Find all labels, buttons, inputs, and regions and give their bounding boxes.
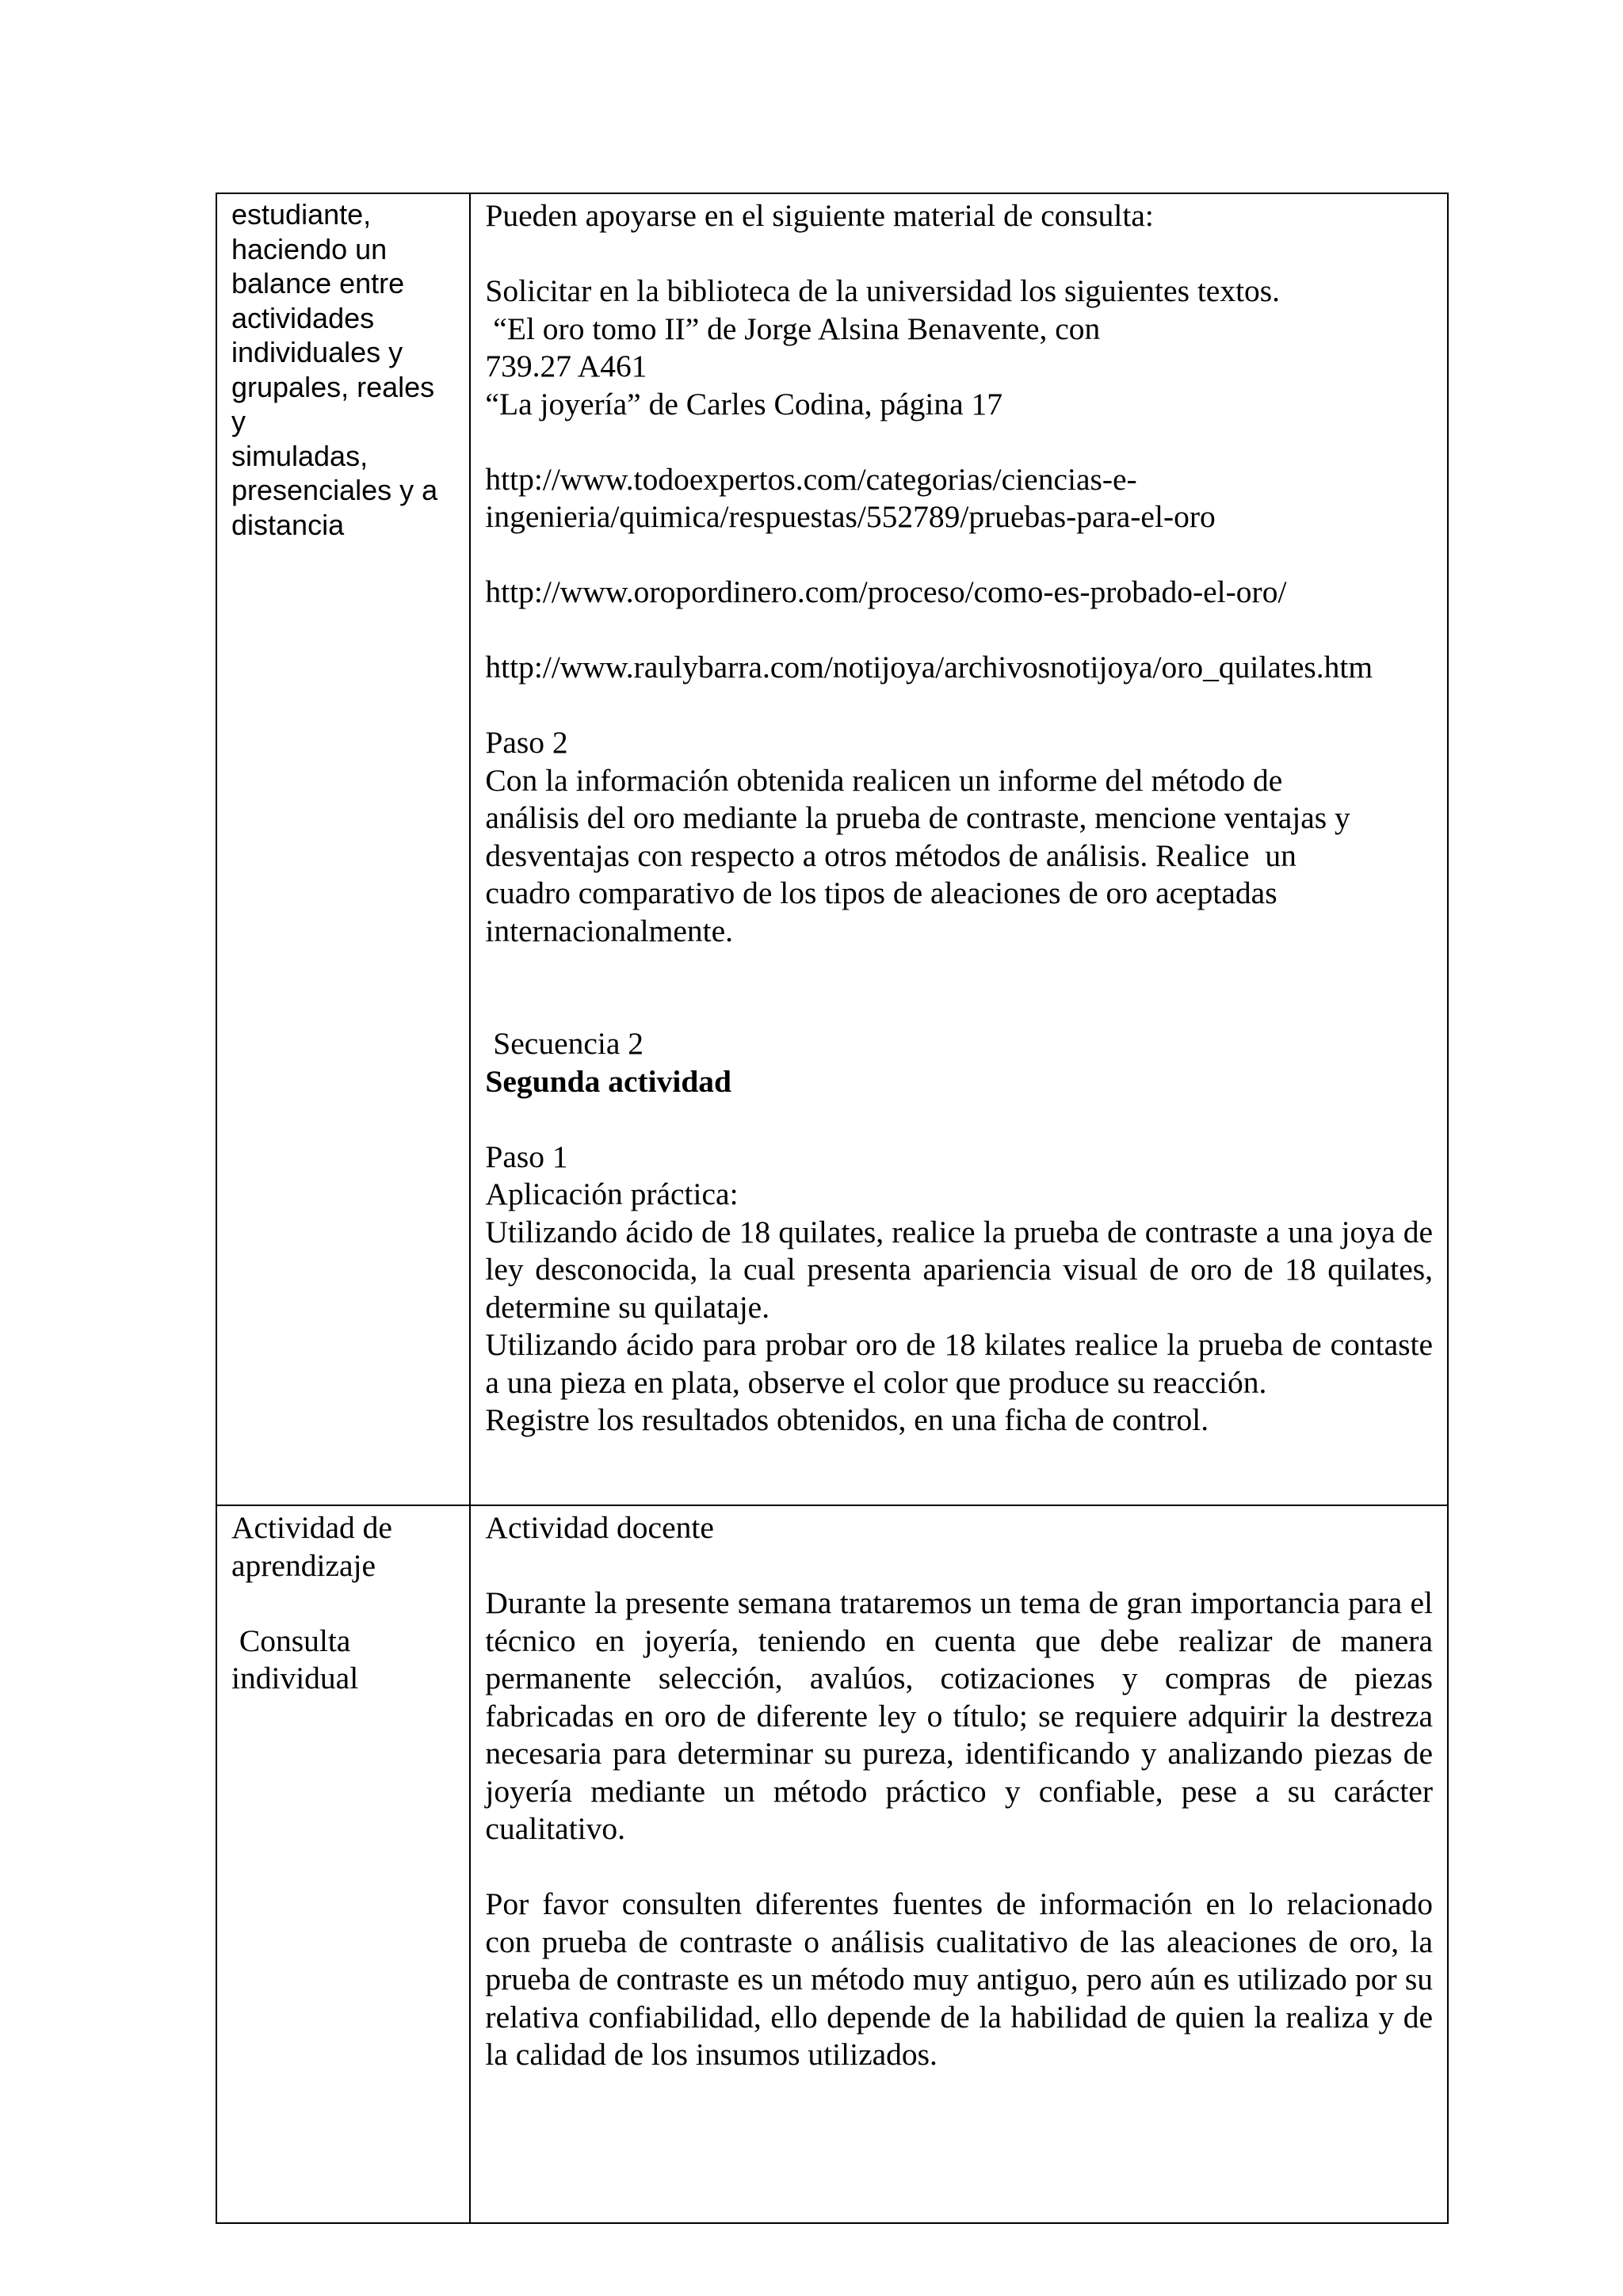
- table-row: [216, 1505, 1448, 2223]
- segunda-actividad-heading: Segunda actividad: [485, 1063, 732, 1099]
- actividad-docente-title: Actividad docente: [485, 1510, 714, 1545]
- link-todoexpertos-cont[interactable]: ingenieria/quimica/respuestas/552789/pruebas-para-el-oro: [485, 499, 1216, 534]
- body-paragraph: Durante la presente semana trataremos un tema de gran importancia para el técnico en joyería, teniendo en cuenta que debe realizar de manera permanente selección, avalúos, cotizaciones y compras de piezas fabricadas en oro de diferente ley o título; se requiere adquirir la destreza necesaria para determinar su pureza, identificando y analizando piezas de joyería mediante un método práctico y confiable, pese a su carácter cualitativo.: [485, 1585, 1433, 1846]
- library-line: 739.27 A461: [485, 349, 647, 383]
- left-cell-text: estudiante, haciendo un balance entre actividades individuales y grupales, reales y simuladas, presenciales y a distancia: [231, 198, 443, 541]
- aplicacion-label: Aplicación práctica:: [485, 1177, 739, 1211]
- paso2-line: desventajas con respecto a otros métodos de análisis. Realice un: [485, 837, 1296, 873]
- secuencia-heading: Secuencia 2: [485, 1026, 644, 1061]
- right-cell-text: [485, 197, 1433, 1440]
- paso2-line: análisis del oro mediante la prueba de contraste, mencione ventajas y: [485, 800, 1350, 835]
- paso1-title: Paso 1: [485, 1138, 568, 1174]
- right-cell: [470, 193, 1448, 1505]
- instruction-paragraph: Registre los resultados obtenidos, en una ficha de control.: [485, 1402, 1209, 1437]
- link-oropordinero[interactable]: http://www.oropordinero.com/proceso/como-es-probado-el-oro/: [485, 574, 1287, 609]
- paso2-title: Paso 2: [485, 725, 568, 760]
- activity-table: [216, 193, 1449, 2224]
- link-raulybarra[interactable]: http://www.raulybarra.com/notijoya/archivosnotijoya/oro_quilates.htm: [485, 650, 1373, 685]
- library-line: “El oro tomo II” de Jorge Alsina Benavente, con: [485, 311, 1101, 346]
- instruction-paragraph: Utilizando ácido para probar oro de 18 kilates realice la prueba de contaste a una pieza en plata, observe el color que produce su reacción.: [485, 1327, 1433, 1400]
- body-paragraph: Por favor consulten diferentes fuentes de información en lo relacionado con prueba de contraste o análisis cualitativo de las aleaciones de oro, la prueba de contraste es un método muy antiguo, pero aún es utilizado por su relativa confiabilidad, ello depende de la habilidad de quien la realiza y de la calidad de los insumos utilizados.: [485, 1886, 1433, 2072]
- instruction-paragraph: Utilizando ácido de 18 quilates, realice la prueba de contraste a una joya de ley desconocida, la cual presenta apariencia visual de oro de 18 quilates, determine su quilataje.: [485, 1214, 1433, 1325]
- left-cell-text: Actividad de aprendizaje Consulta individual: [231, 1510, 392, 1695]
- paso2-line: cuadro comparativo de los tipos de aleaciones de oro aceptadas: [485, 875, 1277, 910]
- library-line: “La joyería” de Carles Codina, página 17: [485, 386, 1003, 421]
- library-line: Solicitar en la biblioteca de la universidad los siguientes textos.: [485, 273, 1281, 308]
- paso2-line: internacionalmente.: [485, 913, 733, 948]
- right-cell: [470, 1505, 1448, 2223]
- paso2-line: Con la información obtenida realicen un informe del método de: [485, 762, 1283, 798]
- link-todoexpertos[interactable]: http://www.todoexpertos.com/categorias/ciencias-e-: [485, 461, 1137, 497]
- left-cell: [216, 1505, 470, 2223]
- right-cell-text: [485, 1509, 1433, 2074]
- left-cell: [216, 193, 470, 1505]
- intro-text: Pueden apoyarse en el siguiente material de consulta:: [485, 198, 1154, 233]
- table-row: [216, 193, 1448, 1505]
